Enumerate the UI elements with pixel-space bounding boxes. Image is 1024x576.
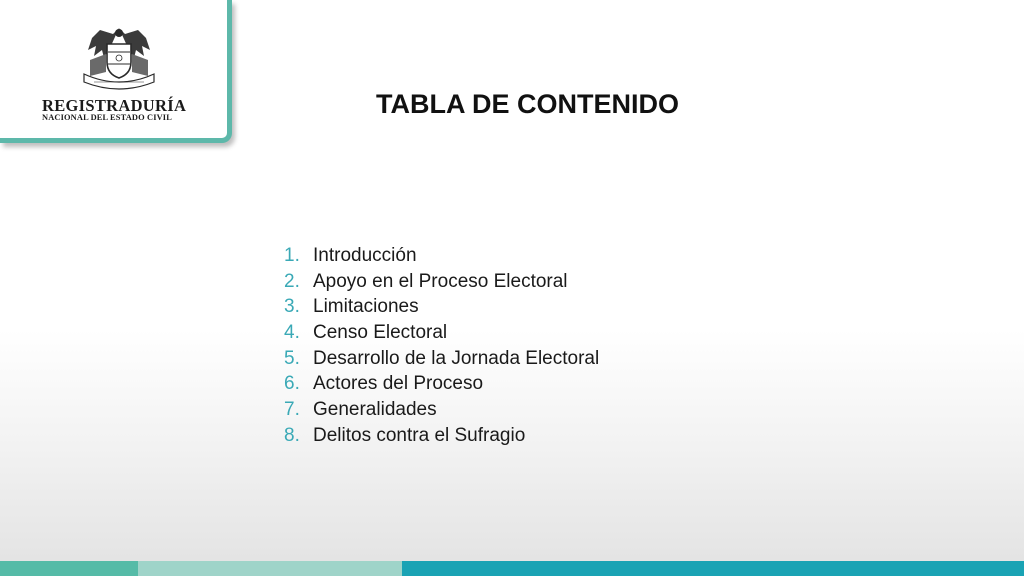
toc-item-generalidades <box>284 397 599 423</box>
toc-number: 2. <box>284 270 300 292</box>
toc-number: 1. <box>284 245 300 266</box>
toc-item-actores <box>284 371 599 397</box>
toc-item-limitaciones <box>284 294 599 320</box>
toc-label: Introducción <box>313 245 417 266</box>
brand-name: REGISTRADURÍA <box>42 96 187 115</box>
footer-bar <box>0 561 1024 576</box>
toc-item-censo <box>284 320 599 346</box>
logo-card <box>0 0 232 143</box>
toc-label: Limitaciones <box>313 296 419 318</box>
toc-label: Generalidades <box>313 399 437 421</box>
toc-number: 8. <box>284 424 300 446</box>
coat-of-arms-icon <box>80 24 158 90</box>
toc-item-apoyo <box>284 269 599 295</box>
toc-number: 3. <box>284 296 300 318</box>
toc-label: Desarrollo de la Jornada Electoral <box>313 347 600 369</box>
toc-item-introduccion <box>284 243 599 269</box>
toc-label: Censo Electoral <box>313 322 448 344</box>
footer-segment-green <box>0 561 138 576</box>
footer-segment-light <box>138 561 402 576</box>
toc-number: 5. <box>284 347 300 369</box>
toc-label: Apoyo en el Proceso Electoral <box>313 270 568 292</box>
slide-title: TABLA DE CONTENIDO <box>376 89 679 119</box>
table-of-contents <box>284 243 599 449</box>
toc-label: Actores del Proceso <box>313 373 484 395</box>
footer-segment-teal <box>402 561 1024 576</box>
toc-number: 7. <box>284 399 300 421</box>
toc-number: 6. <box>284 373 300 395</box>
toc-number: 4. <box>284 322 300 344</box>
toc-item-desarrollo <box>284 346 599 372</box>
brand-subtitle: NACIONAL DEL ESTADO CIVIL <box>42 113 172 122</box>
toc-label: Delitos contra el Sufragio <box>313 424 526 446</box>
toc-item-delitos <box>284 423 599 449</box>
